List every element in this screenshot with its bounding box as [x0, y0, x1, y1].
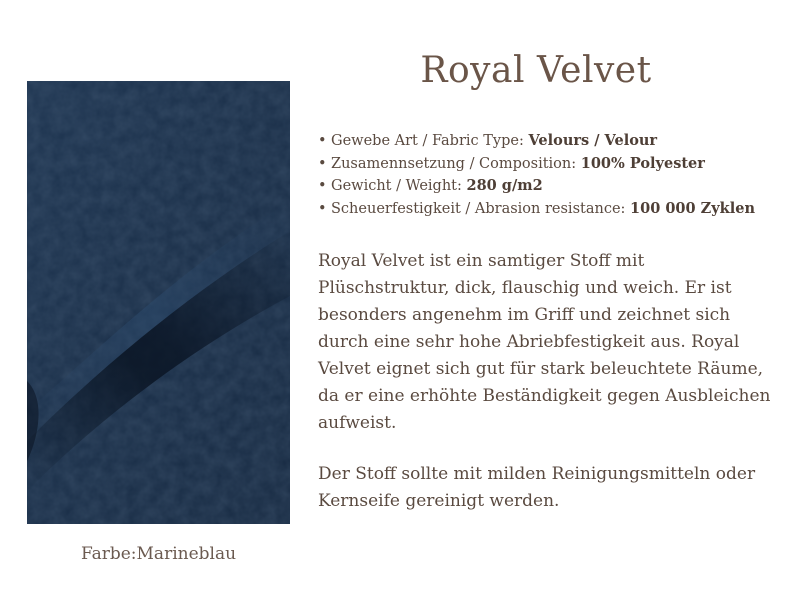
spec-item [318, 175, 788, 198]
spec-label: Scheuerfestigkeit / Abrasion resistance: [331, 200, 631, 217]
spec-list [318, 130, 788, 220]
bullet-icon: • [318, 155, 327, 172]
color-caption: Farbe:Marineblau [80, 544, 237, 564]
page-title: Royal Velvet [420, 50, 652, 91]
care-instructions: Der Stoff sollte mit milden Reinigungsmitteln oder Kernseife gereinigt werden. [318, 464, 756, 511]
fabric-swatch-image [27, 81, 290, 524]
spec-value: Velours / Velour [528, 132, 658, 149]
spec-item [318, 130, 788, 153]
spec-value: 100% Polyester [580, 154, 705, 172]
bullet-icon: • [318, 133, 327, 149]
spec-label: Gewicht / Weight: [331, 178, 467, 194]
product-description: Royal Velvet ist ein samtiger Stoff mit Plüschstruktur, dick, flauschig und weich. Er ist besonders angenehm im Griff und zeichnet sich durch eine sehr hohe Abriebfestigkeit aus. Royal Velvet eignet sich gut für stark beleuchtete Räume, da er eine erhöhte Beständigkeit gegen Ausbleichen aufweist. [318, 251, 771, 433]
bullet-icon: • [318, 200, 327, 217]
spec-value: 280 g/m2 [466, 177, 543, 194]
bullet-icon: • [318, 178, 327, 194]
spec-label: Zusamennsetzung / Composition: [331, 155, 581, 172]
spec-value: 100 000 Zyklen [630, 199, 755, 217]
spec-label: Gewebe Art / Fabric Type: [331, 133, 529, 149]
spec-item [318, 198, 788, 221]
spec-item [318, 153, 788, 176]
